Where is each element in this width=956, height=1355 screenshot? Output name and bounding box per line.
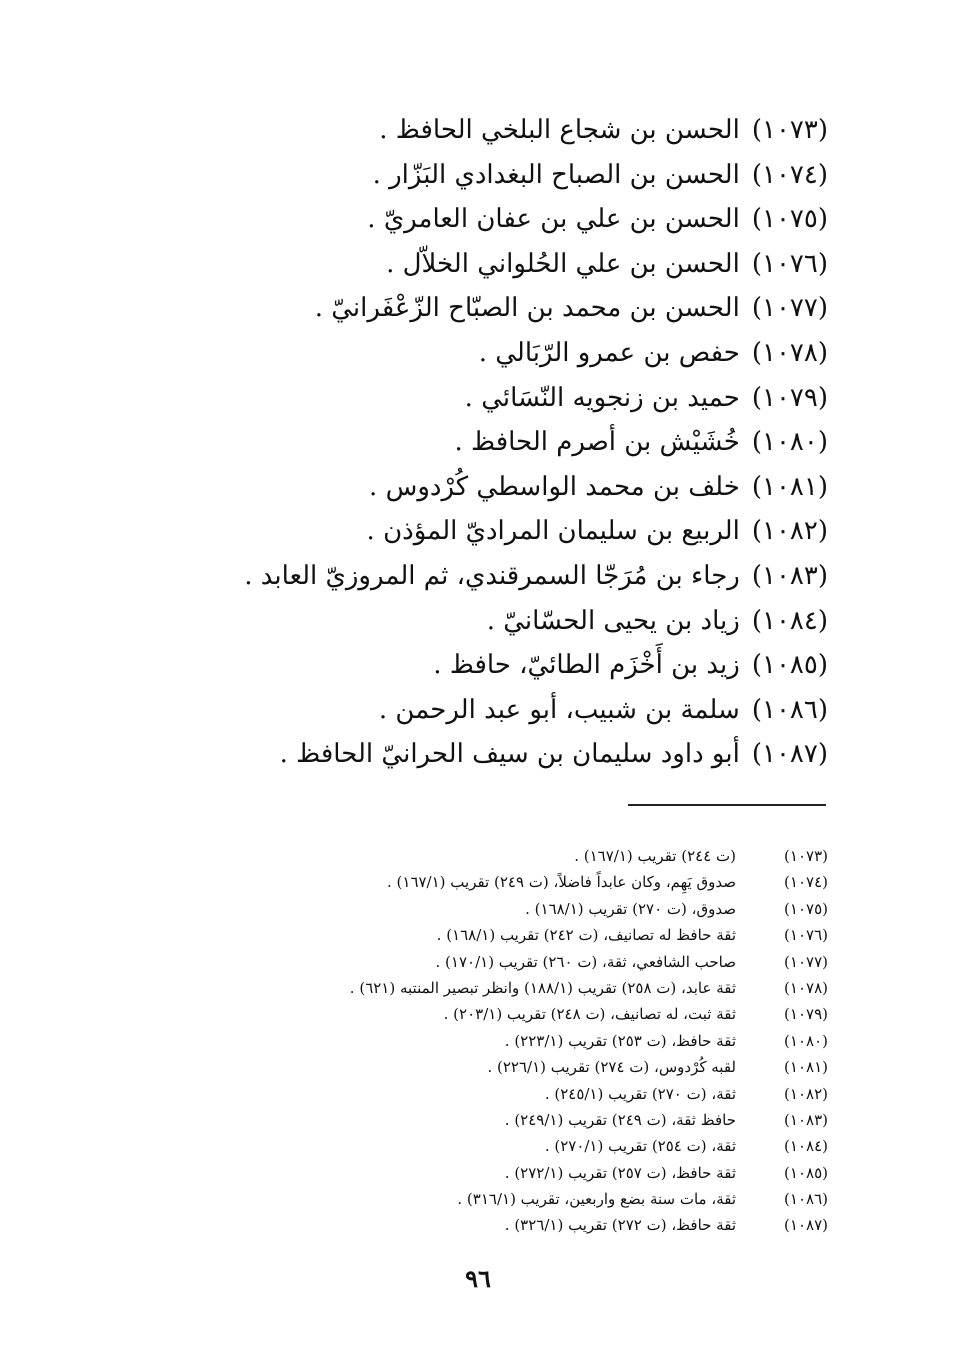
- footnote-1079: [128, 1001, 828, 1027]
- footnote-text: ثقة حافظ، (ت ٢٥٣) تقريب (٢٢٣/١) .: [504, 1031, 736, 1050]
- entry-1081: [128, 465, 828, 510]
- entry-1080: [128, 420, 828, 465]
- entry-1078: [128, 331, 828, 376]
- entry-number: (١٠٨٦): [751, 694, 828, 725]
- footnote-text: ثقة، (ت ٢٥٤) تقريب (٢٧٠/١) .: [544, 1137, 736, 1156]
- footnote-1076: [128, 922, 828, 948]
- entry-text: الحسن بن علي بن عفان العامريّ .: [367, 204, 740, 235]
- footnote-text: ثقة حافظ، (ت ٢٥٧) تقريب (٢٧٢/١) .: [504, 1163, 736, 1182]
- entry-text: الحسن بن شجاع البلخي الحافظ .: [379, 115, 740, 145]
- footnote-1078: [128, 975, 828, 1001]
- footnote-number: (١٠٨٣): [784, 1110, 828, 1129]
- footnote-text: لقبه كُرْدوس، (ت ٢٧٤) تقريب (٢٢٦/١) .: [487, 1058, 736, 1077]
- footnote-1080: [128, 1028, 828, 1054]
- entry-text: الربيع بن سليمان المراديّ المؤذن .: [366, 516, 740, 547]
- entry-1074: [128, 153, 828, 198]
- footnote-text: ثقة حافظ له تصانيف، (ت ٢٤٢) تقريب (١٦٨/١) .: [436, 926, 736, 945]
- entry-1076: [128, 242, 828, 287]
- footnote-1086: [128, 1186, 828, 1212]
- entry-number: (١٠٨٣): [751, 560, 828, 591]
- footnote-number: (١٠٧٤): [784, 873, 828, 892]
- footnote-1087: [128, 1212, 828, 1238]
- footnote-text: ثقة، مات سنة بضع واربعين، تقريب (٣١٦/١) .: [457, 1190, 736, 1209]
- footnote-text: حافظ ثقة، (ت ٢٤٩) تقريب (٢٤٩/١) .: [504, 1110, 736, 1129]
- footnote-1073: [128, 843, 828, 869]
- entry-1087: [128, 732, 828, 777]
- entry-1079: [128, 376, 828, 421]
- entry-number: (١٠٧٨): [751, 337, 828, 368]
- footnote-text: صدوق، (ت ٢٧٠) تقريب (١٦٨/١) .: [525, 899, 736, 918]
- footnote-text: ثقة عابد، (ت ٢٥٨) تقريب (١٨٨/١) وانظر تبصير المنتبه (٦٢١) .: [349, 978, 736, 997]
- footnote-number: (١٠٨١): [784, 1058, 828, 1077]
- entry-text: أبو داود سليمان بن سيف الحرانيّ الحافظ .: [279, 739, 740, 770]
- footnote-number: (١٠٧٣): [784, 847, 828, 865]
- entry-number: (١٠٧٦): [751, 248, 828, 279]
- footnote-number: (١٠٨٢): [784, 1084, 828, 1103]
- entry-number: (١٠٧٩): [751, 382, 828, 413]
- entry-number: (١٠٨٧): [751, 739, 828, 770]
- footnote-text: ثقة ثبت، له تصانيف، (ت ٢٤٨) تقريب (٢٠٣/١) .: [443, 1005, 736, 1024]
- footnote-1085: [128, 1160, 828, 1186]
- footnote-number: (١٠٧٧): [784, 952, 828, 971]
- footnote-text: صدوق يَهِم، وكان عابداً فاضلاً، (ت ٢٤٩) تقريب (١٦٧/١) .: [387, 873, 736, 892]
- entry-number: (١٠٧٥): [751, 204, 828, 235]
- footnote-number: (١٠٧٨): [784, 978, 828, 997]
- footnote-text: صاحب الشافعي، ثقة، (ت ٢٦٠) تقريب (١٧٠/١) .: [435, 952, 736, 971]
- footnote-number: (١٠٨٤): [784, 1137, 828, 1156]
- footnote-1075: [128, 896, 828, 922]
- entry-number: (١٠٨٢): [751, 516, 828, 547]
- entry-text: خلف بن محمد الواسطي كُرْدوس .: [369, 471, 740, 502]
- entry-text: الحسن بن الصباح البغدادي البَزّار .: [372, 159, 740, 190]
- entry-text: الحسن بن محمد بن الصبّاح الزّعْفَرانيّ .: [314, 293, 740, 324]
- entry-number: (١٠٨٤): [751, 605, 828, 636]
- entry-number: (١٠٨٥): [751, 650, 828, 681]
- entry-number: (١٠٧٧): [751, 293, 828, 324]
- footnote-1077: [128, 949, 828, 975]
- entry-1082: [128, 509, 828, 554]
- footnote-text: (ت ٢٤٤) تقريب (١٦٧/١) .: [574, 847, 736, 865]
- footnote-number: (١٠٧٩): [784, 1005, 828, 1024]
- footnote-number: (١٠٨٥): [784, 1163, 828, 1182]
- footnote-text: ثقة حافظ، (ت ٢٧٢) تقريب (٣٢٦/١) .: [504, 1216, 736, 1235]
- narrator-entry-list: [128, 108, 828, 777]
- page-number: ٩٦: [465, 1264, 491, 1293]
- entry-1073: [128, 108, 828, 153]
- entry-1084: [128, 599, 828, 644]
- entry-1086: [128, 688, 828, 733]
- footnote-separator: [628, 804, 826, 806]
- entry-1077: [128, 286, 828, 331]
- entry-text: خُشَيْش بن أصرم الحافظ .: [454, 427, 740, 458]
- entry-text: زياد بن يحيى الحسّانيّ .: [486, 605, 740, 636]
- footnote-list: [128, 843, 828, 1239]
- entry-1075: [128, 197, 828, 242]
- entry-1083: [128, 554, 828, 599]
- footnote-1083: [128, 1107, 828, 1133]
- entry-number: (١٠٨٠): [751, 427, 828, 458]
- entry-text: حميد بن زنجويه النّسَائي .: [464, 382, 740, 413]
- footnote-1082: [128, 1081, 828, 1107]
- footnote-number: (١٠٧٦): [784, 926, 828, 945]
- entry-1085: [128, 643, 828, 688]
- footnote-1084: [128, 1133, 828, 1159]
- footnote-1081: [128, 1054, 828, 1080]
- entry-number: (١٠٨١): [751, 471, 828, 502]
- entry-text: زيد بن أَخْزَم الطائيّ، حافظ .: [433, 650, 740, 681]
- entry-text: رجاء بن مُرَجّا السمرقندي، ثم المروزيّ العابد .: [244, 560, 740, 591]
- footnote-text: ثقة، (ت ٢٧٠) تقريب (٢٤٥/١) .: [544, 1084, 736, 1103]
- entry-number: (١٠٧٤): [751, 159, 828, 190]
- footnote-number: (١٠٨٠): [784, 1031, 828, 1050]
- entry-number: (١٠٧٣): [751, 115, 828, 145]
- footnote-number: (١٠٧٥): [784, 899, 828, 918]
- footnote-number: (١٠٨٦): [784, 1190, 828, 1209]
- footnote-1074: [128, 869, 828, 895]
- entry-text: الحسن بن علي الحُلواني الخلاّل .: [386, 248, 740, 279]
- footnote-number: (١٠٨٧): [784, 1216, 828, 1235]
- entry-text: سلمة بن شبيب، أبو عبد الرحمن .: [378, 694, 740, 725]
- entry-text: حفص بن عمرو الرّبَالي .: [478, 337, 740, 368]
